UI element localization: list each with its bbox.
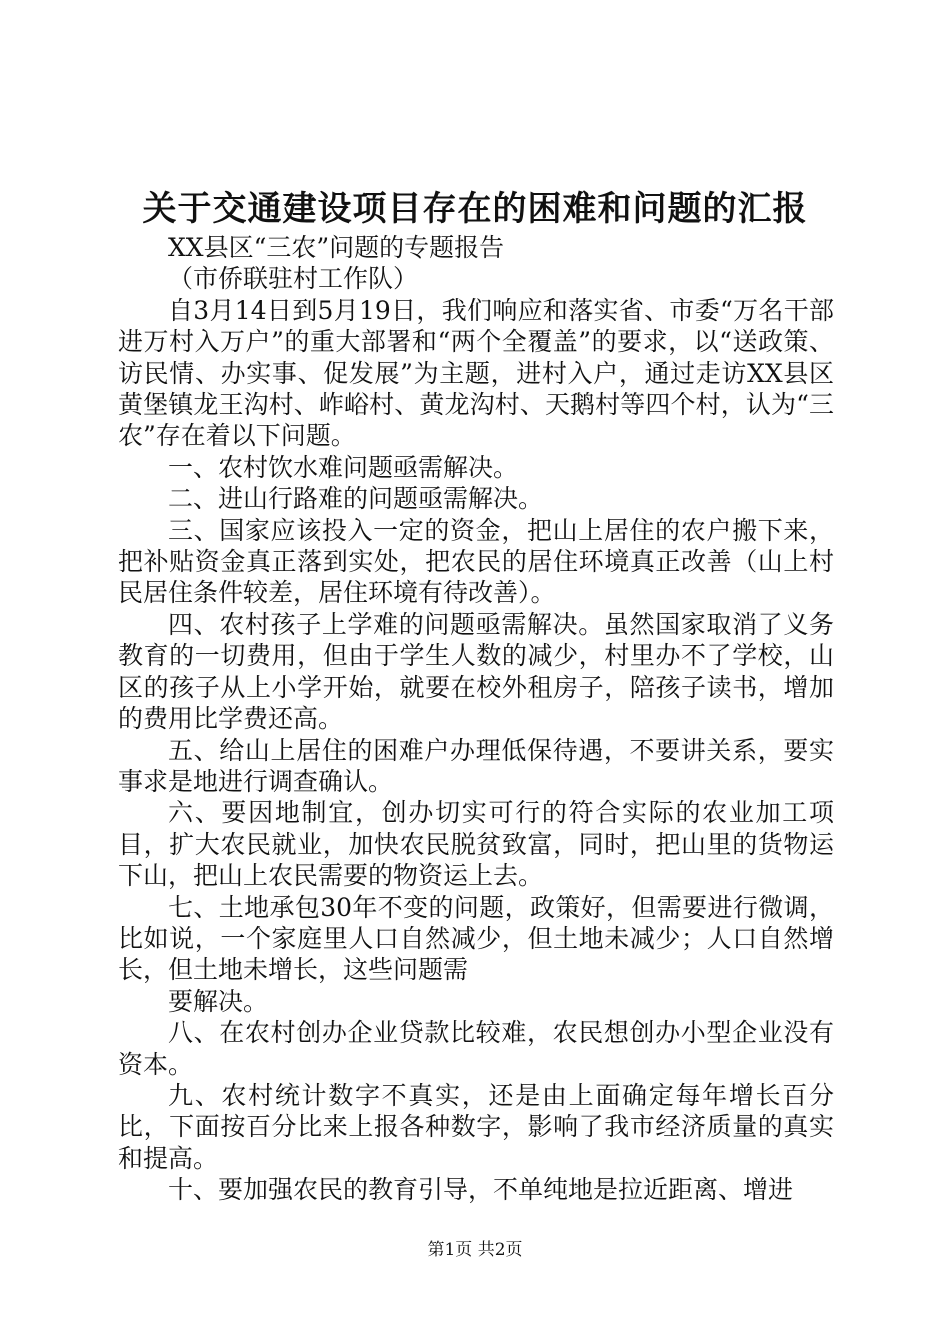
paragraph-item-2: 二、进山行路难的问题亟需解决。 bbox=[168, 484, 544, 514]
paragraph-item-7-continued: 要解决。 bbox=[168, 986, 269, 1016]
paragraph-item-8: 八、在农村创办企业贷款比较难，农民想创办小型企业没有资本。 bbox=[118, 1018, 834, 1079]
paragraph-item-4: 四、农村孩子上学难的问题亟需解决。虽然国家取消了义务教育的一切费用，但由于学生人数的减少，村里办不了学校，山区的孩子从上小学开始，就要在校外租房子，陪孩子读书，增加的费用比学费还高。 bbox=[118, 609, 834, 734]
report-subtitle: XX县区“三农”问题的专题报告 bbox=[168, 233, 505, 262]
paragraph-item-9: 九、农村统计数字不真实，还是由上面确定每年增长百分比，下面按百分比来上报各种数字，影响了我市经济质量的真实和提高。 bbox=[118, 1080, 834, 1173]
paragraph-item-1: 一、农村饮水难问题亟需解决。 bbox=[168, 452, 519, 482]
paragraph-intro: 自3月14日到5月19日，我们响应和落实省、市委“万名干部进万村入万户”的重大部署和“两个全覆盖”的要求，以“送政策、访民情、办实事、促发展”为主题，进村入户，通过走访XX县区黄堡镇龙王沟村、岞峪村、黄龙沟村、天鹅村等四个村，认为“三农”存在着以下问题。 bbox=[118, 295, 834, 451]
report-organization: （市侨联驻村工作队） bbox=[168, 264, 419, 294]
paragraph-item-3: 三、国家应该投入一定的资金，把山上居住的农户搬下来，把补贴资金真正落到实处，把农民的居住环境真正改善（山上村民居住条件较差，居住环境有待改善）。 bbox=[118, 515, 834, 608]
paragraph-item-5: 五、给山上居住的困难户办理低保待遇，不要讲关系，要实事求是地进行调查确认。 bbox=[118, 735, 834, 796]
page-footer: 第1页 共2页 bbox=[427, 1240, 523, 1260]
paragraph-item-7: 七、土地承包30年不变的问题，政策好，但需要进行微调，比如说，一个家庭里人口自然减少，但土地未减少；人口自然增长，但土地未增长，这些问题需 bbox=[118, 892, 834, 985]
paragraph-item-6: 六、要因地制宜，创办切实可行的符合实际的农业加工项目，扩大农民就业，加快农民脱贫致富，同时，把山里的货物运下山，把山上农民需要的物资运上去。 bbox=[118, 798, 834, 891]
document-body bbox=[118, 232, 834, 1206]
paragraph-item-10: 十、要加强农民的教育引导，不单纯地是拉近距离、增进 bbox=[168, 1175, 794, 1205]
document-title: 关于交通建设项目存在的困难和问题的汇报 bbox=[142, 189, 808, 229]
